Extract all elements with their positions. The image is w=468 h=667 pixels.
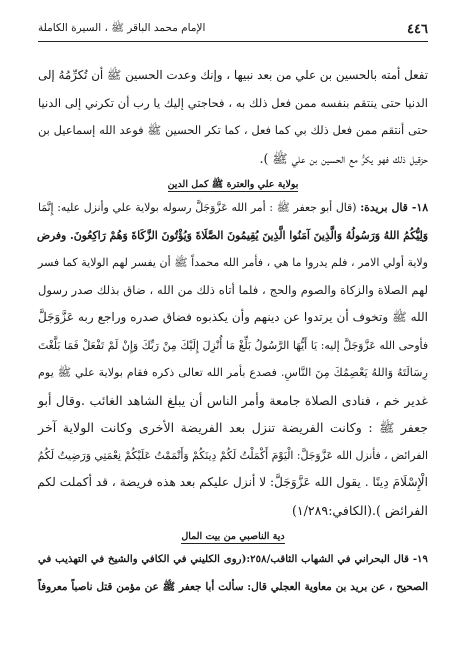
page-number: ٤٤٦ (407, 21, 428, 37)
text-line: لهم الصلاة والزكاة والصوم والحج ، فلما أتاه ذلك من الله ، ضاق بذلك صدر رسول (38, 282, 428, 297)
paragraph-hadith-18 (38, 194, 428, 524)
section-heading: بولاية علي والعترة ﷺ كمل الدين (167, 179, 299, 190)
text-line: حزقيل ذلك فهو يكرُّ مع الحسين بن علي ﷺ ). (259, 150, 428, 166)
page-header (38, 20, 428, 42)
paragraph-hadith-19 (38, 546, 428, 601)
text-line: رِسَالَتَهُ وَاللهُ يَعْصِمُكَ مِنَ النَّاسِ. فصدع بأمر الله تعالى ذكره فقام بولاية علي ﷺ يوم (38, 366, 428, 379)
text-line: الصحيح ، عن بريد بن معاوية العجلي قال: سألت أبا جعفر ﷺ عن مؤمن قتل ناصباً معروفاً (38, 580, 428, 593)
text-line: الفرائض ، فأنزل الله عَزَّوَجَلَّ: الْيَوْمَ أَكْمَلْتُ لَكُمْ دِينَكُمْ وَأَتْمَمْتُ عَلَيْكُمْ نِعْمَتِي وَرَضِيتُ لَكُمُ (37, 448, 428, 462)
text-line: الدنيا حتى ينتقم بنفسه ممن فعل ذلك به ، فحاجتي إليك يا رب أن تكرني إلى الدنيا (38, 95, 428, 110)
hadith-number: ١٨- قال بريدة: (360, 201, 429, 214)
text-line: تفعل أمته بالحسين بن علي من بعد نبيها ، وإنك وعدت الحسين ﷺ أن تُكرِّمُهُ إلى (38, 68, 428, 82)
text-line: الفرائض ).(الكافي:١/٢٨٩) (291, 502, 428, 518)
text-line: وَلِيُّكُمُ اللهُ وَرَسُولُهُ وَالَّذِينَ آمَنُوا الَّذِينَ يُقِيمُونَ الصَّلَاةَ وَيُؤْتُونَ الزَّكَاةَ وَهُمْ رَاكِعُونَ. وفرض (36, 228, 428, 242)
text-line: ولاية أولي الامر ، فلم يدروا ما هي ، فأمر الله محمداً ﷺ أن يفسر لهم الولاية كما فسر (38, 256, 428, 269)
text-line: الله ﷺ وتخوف أن يرتدوا عن دينهم وأن يكذبوه فضاق صدره وراجع ربه عَزَّوَجَلَّ (38, 310, 428, 324)
running-title: الإمام محمد الباقر ﷺ ، السيرة الكاملة (38, 21, 206, 34)
text-line: فأوحى الله عَزَّوَجَلَّ إليه: يَا أَيُّهَا الرَّسُولُ بَلِّغْ مَا أُنْزِلَ إِلَيْكَ مِنْ رَبِّكَ وَإِنْ لَمْ تَفْعَلْ فَمَا بَلَّغْتَ (38, 338, 428, 352)
section-heading: دية الناصبي من بيت المال (181, 531, 285, 542)
page-body (38, 62, 428, 601)
text-line: ١٨- قال بريدة: (قال أبو جعفر ﷺ : أمر الله عَزَّوَجَلَّ رسوله بولاية علي وأنزل عليه: إِنَّمَا (38, 201, 429, 214)
text-line: جعفر ﷺ : وكانت الفريضة تنزل بعد الفريضة الأخرى وكانت الولاية آخر (38, 420, 428, 435)
text-line: ١٩- قال البحراني في الشهاب الثاقب/٢٥٨:(روى الكليني في الكافي والشيخ في التهذيب في (38, 553, 428, 565)
text-line: الْإِسْلَامَ دِينًا . يقول الله عَزَّوَجَلَّ: لا أنزل عليكم بعد هذه فريضة ، قد أكملت لكم (37, 475, 428, 489)
text-line: غدير خم ، فنادى الصلاة جامعة وأمر الناس أن يبلغ الشاهد الغائب .وقال أبو (38, 392, 428, 408)
text-line: حتى أنتقم ممن فعل ذلك بي كما فعل ، كما تكر الحسين ﷺ فوعد الله إسماعيل بن (38, 123, 428, 137)
paragraph-continuation (38, 62, 428, 172)
